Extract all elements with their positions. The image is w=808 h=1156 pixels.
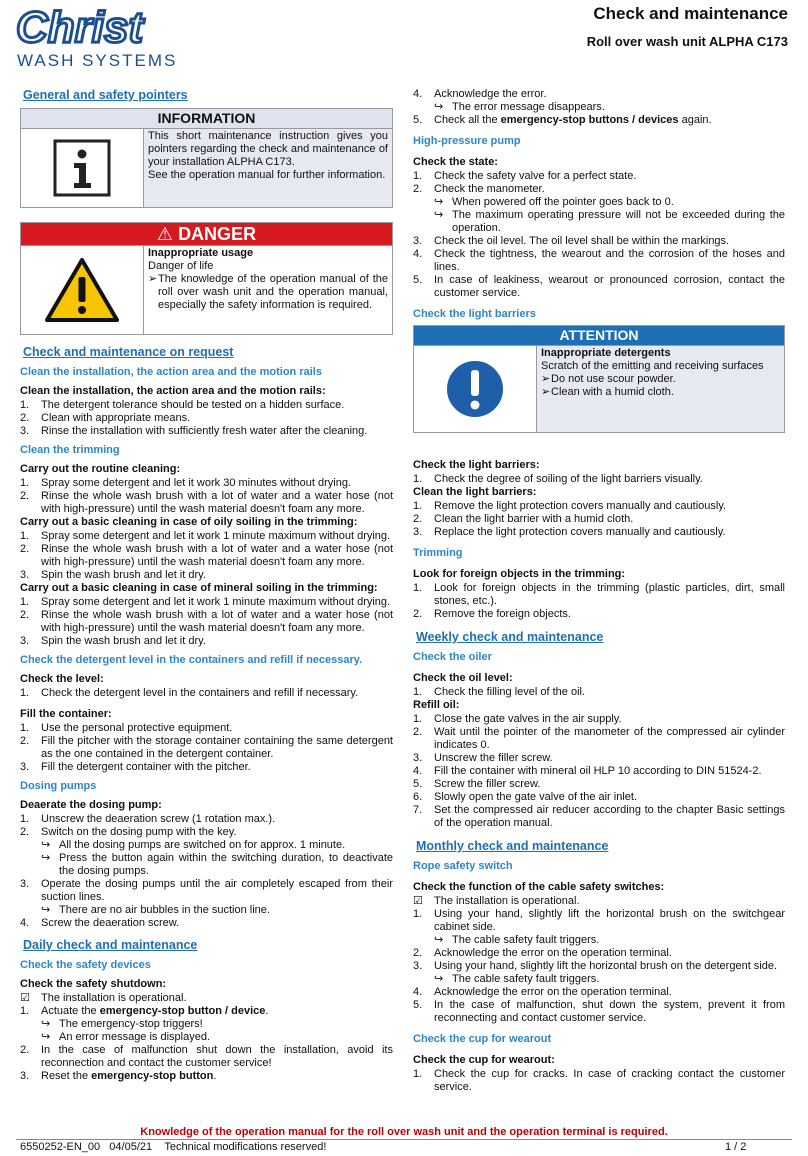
list-item: 4. Acknowledge the error. — [413, 88, 547, 100]
info-box — [20, 128, 393, 208]
footer-divider — [16, 1139, 792, 1140]
sub-cup-wearout: Check the cup for wearout — [413, 1033, 552, 1045]
oily-steps — [20, 530, 393, 582]
list-item: 2. Switch on the dosing pump with the key. — [20, 826, 237, 838]
routine-heading: Carry out the routine cleaning: — [20, 463, 181, 475]
list-item: 2. Rinse the whole wash brush with a lot of water and a water hose (not with high-pressure) until the wash material doesn't foam any more. — [20, 543, 393, 568]
checkbox-icon: ☑ — [413, 895, 423, 907]
attention-box — [413, 345, 785, 433]
danger-title: Inappropriate usage — [148, 247, 254, 259]
section-weekly: Weekly check and maintenance — [416, 630, 604, 644]
list-item: 1. Spray some detergent and let it work 1 minute maximum without drying. — [20, 530, 391, 542]
warning-triangle-icon — [21, 246, 144, 334]
list-item: 3. Check the oil level. The oil level shall be within the markings. — [413, 235, 730, 247]
fill-heading: Fill the container: — [20, 708, 112, 720]
list-item: 1. Using your hand, slightly lift the horizontal brush on the switchgear cabinet side. — [413, 908, 785, 933]
info-box-header: INFORMATION — [20, 108, 393, 128]
result-item: ↪ The emergency-stop triggers! — [41, 1018, 203, 1030]
result-arrow-icon: ↪ — [41, 1031, 51, 1043]
list-item: 2. Wait until the pointer of the manometer of the compressed air cylinder indicates 0. — [413, 726, 785, 751]
list-item: 2. Clean the light barrier with a humid cloth. — [413, 513, 634, 525]
list-item: 4. Fill the container with mineral oil HLP 10 according to DIN 51524-2. — [413, 765, 762, 777]
page-footer — [20, 1141, 747, 1154]
list-item: 2. Clean with appropriate means. — [20, 412, 191, 424]
result-item: ↪ The cable safety fault triggers. — [434, 934, 600, 946]
christ-logo — [14, 2, 186, 70]
list-item: 3. Spin the wash brush and let it dry. — [20, 569, 206, 581]
list-item: 7. Set the compressed air reducer according to the chapter Basic settings of the operation manual. — [413, 804, 785, 829]
result-arrow-icon: ↪ — [434, 973, 444, 985]
result-item: ↪ An error message is displayed. — [41, 1031, 211, 1043]
logo-wordmark: Christ — [16, 3, 144, 52]
list-item: 1. Check the detergent level in the containers and refill if necessary. — [20, 687, 359, 699]
list-item: 3. Spin the wash brush and let it dry. — [20, 635, 206, 647]
doc-number: 6550252-EN_00 — [20, 1141, 101, 1153]
list-item: 1. Check the cup for cracks. In case of cracking contact the customer service. — [413, 1068, 785, 1093]
bullet-icon: ➢ — [541, 373, 551, 385]
list-item: 1. Spray some detergent and let it work 1 minute maximum without drying. — [20, 596, 391, 608]
list-item: 1. Close the gate valves in the air supply. — [413, 713, 622, 725]
list-item: 5. In case of leakiness, wearout or pronounced corrosion, contact the customer service. — [413, 274, 785, 299]
result-item: ↪ Press the button again within the switching duration, to deactivate the dosing pumps. — [41, 852, 393, 877]
list-item: 4. Screw the deaeration screw. — [20, 917, 180, 929]
list-item: 2. In the case of malfunction shut down the installation, avoid its reconnection and contact the customer service! — [20, 1044, 393, 1069]
mineral-heading: Carry out a basic cleaning in case of mineral soiling in the trimming: — [20, 582, 378, 594]
warning-sign-icon: ⚠ — [156, 224, 174, 244]
attention-line: Scratch of the emitting and receiving surfaces — [541, 360, 764, 372]
attention-box-header: ATTENTION — [413, 325, 785, 345]
sub-rope-safety: Rope safety switch — [413, 860, 513, 872]
list-item: 3. Replace the light protection covers manually and cautiously. — [413, 526, 726, 538]
list-item: 4. Check the tightness, the wearout and the corrosion of the hoses and lines. — [413, 248, 785, 273]
list-item: 1. Remove the light protection covers manually and cautiously. — [413, 500, 727, 512]
page-subtitle: Roll over wash unit ALPHA C173 — [586, 34, 788, 49]
list-item: 5. Check all the emergency-stop buttons / devices again. — [413, 114, 712, 126]
result-item: ↪ The cable safety fault triggers. — [434, 973, 600, 985]
light-check-steps — [413, 473, 785, 486]
sub-detergent-level: Check the detergent level in the containers and refill if necessary. — [20, 654, 363, 666]
result-arrow-icon: ↪ — [434, 101, 444, 113]
sub-trimming: Trimming — [413, 547, 463, 559]
oily-heading: Carry out a basic cleaning in case of oily soiling in the trimming: — [20, 516, 358, 528]
list-item: 3. Using your hand, slightly lift the horizontal brush on the detergent side. — [413, 960, 778, 972]
list-item: 2. Acknowledge the error on the operation terminal. — [413, 947, 672, 959]
light-clean-heading: Clean the light barriers: — [413, 486, 537, 498]
routine-steps — [20, 477, 393, 516]
footer-note: Knowledge of the operation manual for the roll over wash unit and the operation terminal is required. — [140, 1126, 668, 1138]
sub-high-pressure-pump: High-pressure pump — [413, 135, 521, 147]
list-item: 3. Operate the dosing pumps until the air completely escaped from their suction lines. — [20, 878, 393, 903]
page-header — [0, 0, 808, 80]
oil-level-steps — [413, 686, 785, 699]
result-arrow-icon: ↪ — [434, 209, 444, 221]
result-arrow-icon: ↪ — [434, 196, 444, 208]
checkbox-icon: ☑ — [20, 992, 30, 1004]
list-item: 1. Unscrew the deaeration screw (1 rotation max.). — [20, 813, 276, 825]
list-item: 5. Screw the filler screw. — [413, 778, 541, 790]
result-item: ↪ All the dosing pumps are switched on for approx. 1 minute. — [41, 839, 346, 851]
list-item: 1. Check the degree of soiling of the light barriers visually. — [413, 473, 703, 485]
result-item: ↪ There are no air bubbles in the suction line. — [41, 904, 270, 916]
mineral-steps — [20, 596, 393, 648]
info-icon — [21, 129, 144, 207]
sub-clean-installation: Clean the installation, the action area and the motion rails — [20, 366, 322, 378]
clean-heading: Clean the installation, the action area and the motion rails: — [20, 385, 326, 397]
cup-heading: Check the cup for wearout: — [413, 1054, 555, 1066]
danger-label: DANGER — [178, 224, 257, 244]
result-arrow-icon: ↪ — [41, 852, 51, 864]
info-text-2: See the operation manual for further information. — [148, 169, 386, 181]
left-column — [20, 82, 393, 1083]
section-daily: Daily check and maintenance — [23, 938, 198, 952]
result-arrow-icon: ↪ — [41, 839, 51, 851]
list-item: 3. Fill the detergent container with the pitcher. — [20, 761, 251, 773]
refill-steps — [413, 713, 785, 830]
danger-bullet: ➢ The knowledge of the operation manual of the roll over wash unit and the operation manual, especially the safety information is required. — [148, 273, 388, 311]
section-general: General and safety pointers — [23, 88, 188, 102]
right-column — [413, 88, 785, 1094]
trim-steps — [413, 582, 785, 621]
result-item: ↪ When powered off the pointer goes back to 0. — [434, 196, 674, 208]
list-item: 3. Reset the emergency-stop button. — [20, 1070, 217, 1082]
list-item: 4. Acknowledge the error on the operation terminal. — [413, 986, 672, 998]
list-item: 3. Unscrew the filler screw. — [413, 752, 553, 764]
sub-dosing-pumps: Dosing pumps — [20, 780, 97, 792]
result-arrow-icon: ↪ — [434, 934, 444, 946]
level-heading: Check the level: — [20, 673, 104, 685]
list-item: 1. Check the filling level of the oil. — [413, 686, 586, 698]
list-item: 1. Check the safety valve for a perfect state. — [413, 170, 637, 182]
section-on-request: Check and maintenance on request — [23, 345, 234, 359]
danger-box-header — [20, 222, 393, 245]
list-item: 2. Rinse the whole wash brush with a lot of water and a water hose (not with high-pressure) until the wash material doesn't foam any more. — [20, 609, 393, 634]
sub-light-barriers: Check the light barriers — [413, 308, 536, 320]
list-item: 1. The detergent tolerance should be tested on a hidden surface. — [20, 399, 345, 411]
list-item: 1. Spray some detergent and let it work 30 minutes without drying. — [20, 477, 351, 489]
list-item: 1. Actuate the emergency-stop button / device. — [20, 1005, 269, 1017]
page-title: Check and maintenance — [593, 4, 788, 23]
danger-box — [20, 245, 393, 335]
list-item: 5. In the case of malfunction, shut down the system, prevent it from reconnecting and contact customer service. — [413, 999, 785, 1024]
bullet-icon: ➢ — [541, 386, 551, 398]
list-item: 2. Fill the pitcher with the storage container containing the same detergent as the one contained in the detergent container. — [20, 735, 393, 760]
attention-bullet: ➢ Do not use scour powder. — [541, 373, 676, 385]
info-box-text — [144, 129, 392, 207]
result-arrow-icon: ↪ — [41, 1018, 51, 1030]
clean-steps — [20, 399, 393, 438]
page-number: 1 / 2 — [725, 1141, 747, 1153]
sub-oiler: Check the oiler — [413, 651, 492, 663]
list-item: 6. Slowly open the gate valve of the air inlet. — [413, 791, 638, 803]
dosing-heading: Deaerate the dosing pump: — [20, 799, 162, 811]
sub-safety-devices: Check the safety devices — [20, 959, 151, 971]
light-check-heading: Check the light barriers: — [413, 459, 540, 471]
hp-heading: Check the state: — [413, 156, 498, 168]
light-clean-steps — [413, 500, 785, 539]
refill-heading: Refill oil: — [413, 699, 460, 711]
section-monthly: Monthly check and maintenance — [416, 839, 609, 853]
list-item: 3. Rinse the installation with sufficiently fresh water after the cleaning. — [20, 425, 368, 437]
logo-tagline: WASH SYSTEMS — [17, 51, 178, 70]
trim-heading: Look for foreign objects in the trimming: — [413, 568, 626, 580]
rights-note: Technical modifications reserved! — [164, 1141, 327, 1153]
list-item: 1. Look for foreign objects in the trimming (plastic particles, dirt, small stones, etc.). — [413, 582, 785, 607]
result-item: ↪ The maximum operating pressure will not be exceeded during the operation. — [434, 209, 785, 234]
attention-icon — [414, 346, 537, 432]
bullet-icon: ➢ — [148, 273, 158, 285]
list-item: 1. Use the personal protective equipment. — [20, 722, 233, 734]
danger-box-text — [144, 246, 392, 334]
safety-heading: Check the safety shutdown: — [20, 978, 167, 990]
sub-clean-trimming: Clean the trimming — [20, 444, 120, 456]
result-arrow-icon: ↪ — [41, 904, 51, 916]
info-text: This short maintenance instruction gives you pointers regarding the check and maintenance of your installation ALPHA C173. — [148, 130, 388, 168]
attention-box-text — [537, 346, 784, 432]
rope-heading: Check the function of the cable safety switches: — [413, 881, 665, 893]
attention-bullet: ➢ Clean with a humid cloth. — [541, 386, 674, 398]
attention-title: Inappropriate detergents — [541, 347, 671, 359]
precondition-item: ☑ The installation is operational. — [413, 895, 580, 907]
precondition-item: ☑ The installation is operational. — [20, 992, 187, 1004]
doc-date: 04/05/21 — [109, 1141, 153, 1153]
list-item: 2. Remove the foreign objects. — [413, 608, 571, 620]
list-item: 2. Check the manometer. — [413, 183, 545, 195]
cup-steps — [413, 1068, 785, 1094]
level-steps — [20, 687, 393, 700]
danger-line: Danger of life — [148, 260, 214, 272]
oil-level-heading: Check the oil level: — [413, 672, 513, 684]
result-item: ↪ The error message disappears. — [434, 101, 605, 113]
fill-steps — [20, 722, 393, 774]
list-item: 2. Rinse the whole wash brush with a lot of water and a water hose (not with high-pressure) until the wash material doesn't foam any more. — [20, 490, 393, 515]
